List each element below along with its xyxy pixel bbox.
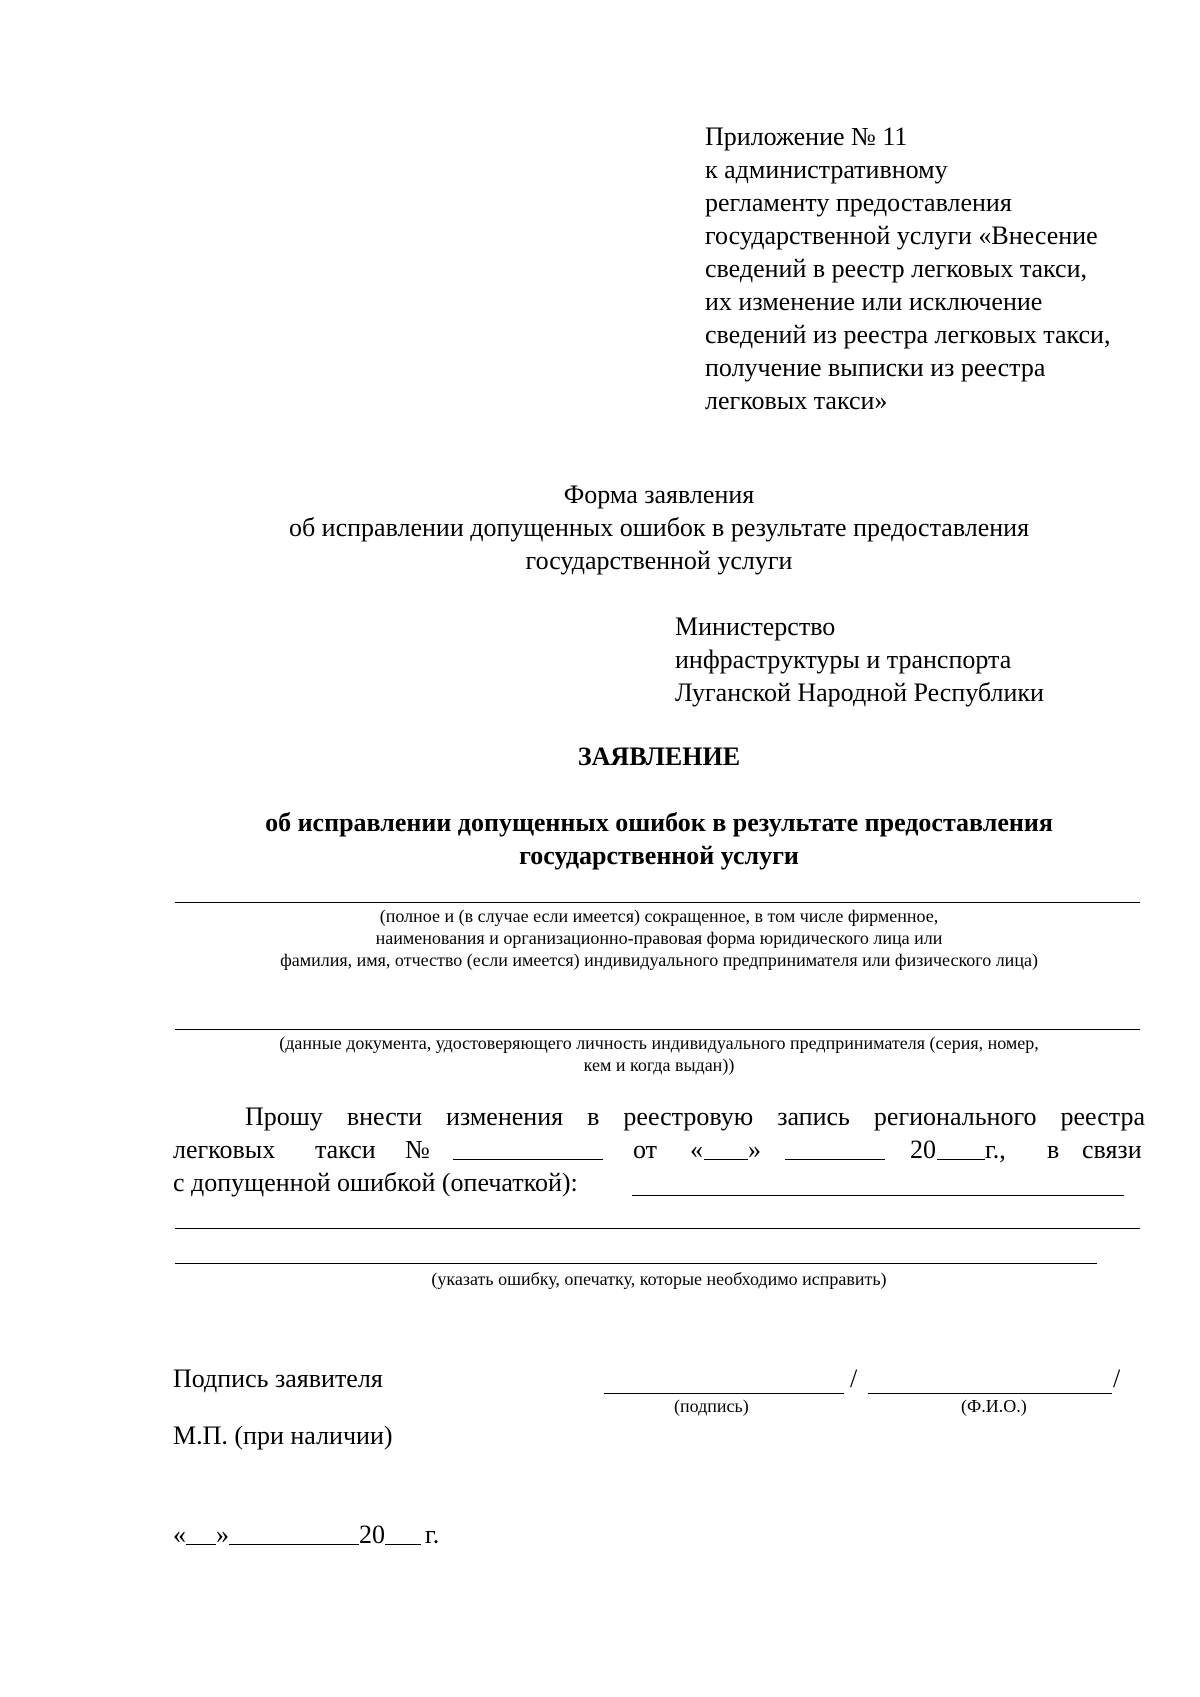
word: »: [748, 1135, 761, 1164]
recipient-line: инфраструктуры и транспорта: [675, 645, 1012, 674]
hint-line: (данные документа, удостоверяющего личность индивидуального предпринимателя (серия, номер,: [279, 1033, 1039, 1053]
form-caption-line: государственной услуги: [525, 546, 793, 575]
recipient-block: [675, 610, 1155, 709]
signature-field[interactable]: [604, 1393, 844, 1394]
record-year-field[interactable]: [937, 1133, 985, 1160]
record-day-field[interactable]: [704, 1133, 748, 1160]
registry-number-field[interactable]: [453, 1133, 603, 1160]
date-quote-open: «: [173, 1520, 186, 1549]
request-text: Прошу внести изменения в реестровую запись регионального реестра: [245, 1102, 1145, 1131]
appendix-line: сведений в реестр легковых такси,: [705, 254, 1087, 283]
form-caption-line: об исправлении допущенных ошибок в результате предоставления: [288, 513, 1030, 542]
sign-hint: (подпись): [674, 1396, 749, 1416]
appendix-line: к административному: [705, 155, 948, 184]
date-month-field[interactable]: [229, 1518, 359, 1545]
hint-line: наименования и организационно-правовая форма юридического лица или: [375, 928, 943, 948]
appendix-line: регламенту предоставления: [705, 188, 1012, 217]
fio-hint: (Ф.И.О.): [961, 1396, 1027, 1416]
fio-field[interactable]: [868, 1393, 1112, 1394]
record-month-field[interactable]: [785, 1133, 885, 1160]
error-field-3[interactable]: [175, 1263, 1097, 1264]
applicant-name-field[interactable]: [175, 902, 1140, 903]
word: «: [690, 1135, 703, 1164]
request-line-2: [173, 1133, 1145, 1166]
signature-slash: /: [1113, 1364, 1121, 1393]
word: такси: [315, 1135, 376, 1164]
appendix-block: [705, 120, 1175, 417]
date-year-suffix: г.: [425, 1520, 440, 1549]
error-field-1[interactable]: [632, 1195, 1124, 1196]
hint-line: кем и когда выдан)): [583, 1055, 735, 1075]
appendix-line: их изменение или исключение: [705, 287, 1043, 316]
request-text: с допущенной ошибкой (опечаткой):: [173, 1168, 578, 1197]
date-year-prefix: 20: [359, 1520, 385, 1549]
stamp-label: М.П. (при наличии): [173, 1421, 393, 1450]
recipient-line: Министерство: [675, 612, 836, 641]
error-hint: (указать ошибку, опечатку, которые необходимо исправить): [431, 1269, 887, 1289]
document-subtitle: [173, 806, 1145, 872]
request-line-1: [173, 1100, 1145, 1133]
word: легковых: [173, 1135, 276, 1164]
appendix-line: легковых такси»: [705, 386, 888, 415]
subtitle-line: об исправлении допущенных ошибок в результате предоставления: [265, 808, 1053, 837]
hint-line: (полное и (в случае если имеется) сокращенное, в том числе фирменное,: [379, 906, 939, 926]
subtitle-line: государственной услуги: [519, 841, 799, 870]
date-day-field[interactable]: [186, 1518, 216, 1545]
word: связи: [1082, 1135, 1142, 1164]
word: г.,: [985, 1135, 1006, 1164]
date-line: [173, 1518, 573, 1551]
appendix-line: сведений из реестра легковых такси,: [705, 320, 1111, 349]
error-field-2[interactable]: [175, 1228, 1140, 1229]
word: от: [633, 1135, 658, 1164]
recipient-line: Луганской Народной Республики: [675, 678, 1044, 707]
word: №: [405, 1135, 430, 1164]
identity-document-field[interactable]: [175, 1029, 1140, 1030]
document-title: ЗАЯВЛЕНИЕ: [577, 742, 741, 771]
form-caption: [173, 478, 1145, 577]
appendix-line: Приложение № 11: [705, 122, 908, 151]
document-hint: [173, 1032, 1145, 1076]
form-caption-line: Форма заявления: [563, 480, 755, 509]
applicant-hint: [173, 905, 1145, 971]
date-year-field[interactable]: [385, 1518, 421, 1545]
signature-slash: /: [850, 1364, 858, 1393]
hint-line: фамилия, имя, отчество (если имеется) индивидуального предпринимателя или физического лица): [280, 950, 1038, 970]
appendix-line: получение выписки из реестра: [705, 353, 1046, 382]
signature-label: Подпись заявителя: [173, 1364, 383, 1393]
word: в: [1047, 1135, 1060, 1164]
word: 20: [910, 1135, 936, 1164]
date-quote-close: »: [216, 1520, 229, 1549]
appendix-line: государственной услуги «Внесение: [705, 221, 1098, 250]
